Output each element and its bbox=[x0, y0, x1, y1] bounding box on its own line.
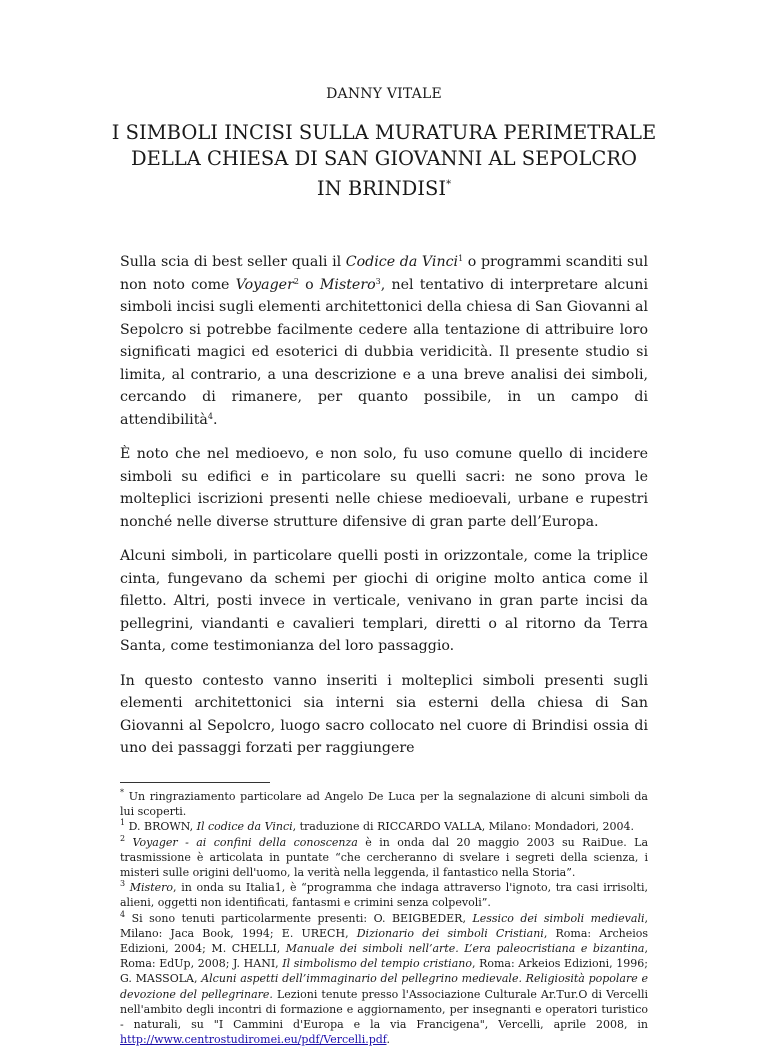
text-run: o programmi scanditi sul non noto come bbox=[120, 254, 648, 293]
document-title bbox=[110, 120, 658, 202]
footnote-text: . bbox=[386, 1033, 390, 1047]
italic-title: Mistero bbox=[125, 881, 174, 895]
italic-title: Voyager - ai confini della conoscenza bbox=[125, 835, 358, 849]
italic-title: Voyager bbox=[235, 276, 294, 293]
footnote-text: , Roma: Arkeios Edizioni, 1996; G. MASSOLA, bbox=[120, 957, 648, 986]
footnote-text: è in onda dal 20 maggio 2003 su RaiDue. La trasmissione è articolata in puntate “che cercheranno di svelare i segreti della scienza, i misteri sulle origini dell'uomo, la verità nella leggenda, il fantastico nella Storia”. bbox=[120, 835, 649, 880]
footnote-text: , in onda su Italia1, è “programma che indaga attraverso l'ignoto, tra casi irrisolti, alieni, oggetti non identificati, fantasmi e crimini senza colpevoli”. bbox=[120, 881, 648, 910]
title-line-3: IN BRINDISI bbox=[316, 177, 447, 200]
footnote-ref-3[interactable]: 3 bbox=[375, 276, 381, 286]
text-run: o bbox=[298, 276, 320, 293]
title-line-1: I SIMBOLI INCISI SULLA MURATURA PERIMETRALE bbox=[111, 121, 657, 144]
footnote-4 bbox=[120, 911, 648, 1047]
footnote-ref-2[interactable]: 2 bbox=[293, 276, 299, 286]
italic-title: Manuale dei simboli nell’arte. L’era paleocristiana e bizantina bbox=[285, 942, 645, 956]
footnote-mark: * bbox=[120, 788, 124, 797]
footnote-3 bbox=[120, 880, 648, 910]
footnote-mark: 4 bbox=[120, 909, 126, 919]
text-run: . bbox=[212, 411, 218, 428]
title-line-2: DELLA CHIESA DI SAN GIOVANNI AL SEPOLCRO bbox=[130, 147, 638, 170]
paragraph-3: Alcuni simboli, in particolare quelli posti in orizzontale, come la triplice cinta, fungevano da schemi per giochi di origine molto antica come il filetto. Altri, posti invece in verticale, venivano in gran parte incisi da pellegrini, viandanti e cavalieri templari, diretti o al ritorno da Terra Santa, come testimonianza del loro passaggio. bbox=[120, 548, 648, 654]
paragraph-4: In questo contesto vanno inseriti i molteplici simboli presenti sugli elementi architettonici sia interni sia esterni della chiesa di San Giovanni al Sepolcro, luogo sacro collocato nel cuore di Brindisi ossia di uno dei passaggi forzati per raggiungere bbox=[120, 672, 648, 756]
italic-title: Il simbolismo del tempio cristiano bbox=[282, 957, 472, 971]
footnote-ref-4[interactable]: 4 bbox=[207, 411, 213, 421]
footnote-2 bbox=[120, 835, 648, 881]
footnote-mark: 1 bbox=[120, 818, 126, 828]
footnote-mark: 3 bbox=[120, 879, 126, 889]
italic-title: Alcuni aspetti dell’immaginario del pellegrino medievale. Religiosità popolare e devozione del pellegrinare. bbox=[120, 972, 648, 1001]
paragraph-1 bbox=[120, 251, 648, 431]
title-footnote-mark[interactable]: * bbox=[446, 179, 452, 190]
footnote-text: D. BROWN, bbox=[125, 820, 197, 834]
footnote-1 bbox=[120, 819, 648, 834]
body-text bbox=[120, 251, 648, 772]
footnote-text: , traduzione di RICCARDO VALLA, Milano: Mondadori, 2004. bbox=[292, 820, 635, 834]
italic-title: Lessico dei simboli medievali bbox=[472, 911, 645, 925]
footnote-mark: 2 bbox=[120, 833, 126, 843]
italic-title: Mistero bbox=[319, 276, 376, 293]
footnote-text: , Roma: EdUp, 2008; J. HANI, bbox=[120, 942, 648, 971]
footnote-text: , Milano: Jaca Book, 1994; E. URECH, bbox=[120, 911, 648, 940]
paragraph-2: È noto che nel medioevo, e non solo, fu uso comune quello di incidere simboli su edifici e in particolare su quelli sacri: ne sono prova le molteplici iscrizioni presenti nelle chiese medioevali, urbane e rupestri nonché nelle diverse strutture difensive di gran parte dell’Europa. bbox=[120, 446, 648, 530]
italic-title: Il codice da Vinci bbox=[196, 820, 293, 834]
italic-title: Dizionario dei simboli Cristiani bbox=[356, 926, 544, 940]
footnote-star bbox=[120, 789, 648, 819]
footnote-ref-1[interactable]: 1 bbox=[458, 254, 464, 263]
text-run: Sulla scia di best seller quali il bbox=[120, 254, 346, 270]
italic-title: Codice da Vinci bbox=[345, 254, 459, 270]
footnote-text: Lezioni tenute presso l'Associazione Culturale Ar.Tur.O di Vercelli nell'ambito degli incontri di formazione e aggiornamento, per insegnanti e operatori turistico - naturali, su "I Cammini d'Europa e la via Francigena", Vercelli, aprile 2008, in bbox=[120, 987, 648, 1032]
text-run: , nel tentativo di interpretare alcuni simboli incisi sugli elementi architettonici della chiesa di San Giovanni al Sepolcro si potrebbe facilmente cedere alla tentazione di attribuire loro significati magici ed esoterici di dubbia veridicità. Il presente studio si limita, al contrario, a una descrizione e a una breve analisi dei simboli, cercando di rimanere, per quanto possibile, in un campo di attendibilità bbox=[120, 276, 648, 428]
author-name: DANNY VITALE bbox=[326, 86, 442, 102]
footnote-text: Si sono tenuti particolarmente presenti: O. BEIGBEDER, bbox=[125, 911, 473, 925]
footnotes bbox=[120, 789, 648, 1047]
vercelli-pdf-link[interactable]: http://www.centrostudiromei.eu/pdf/Vercelli.pdf bbox=[120, 1033, 387, 1047]
footnote-text: , Roma: Archeios Edizioni, 2004; M. CHELLI, bbox=[120, 926, 649, 956]
footnote-separator bbox=[120, 782, 270, 783]
footnote-text: Un ringraziamento particolare ad Angelo De Luca per la segnalazione di alcuni simboli da lui scoperti. bbox=[120, 790, 648, 819]
